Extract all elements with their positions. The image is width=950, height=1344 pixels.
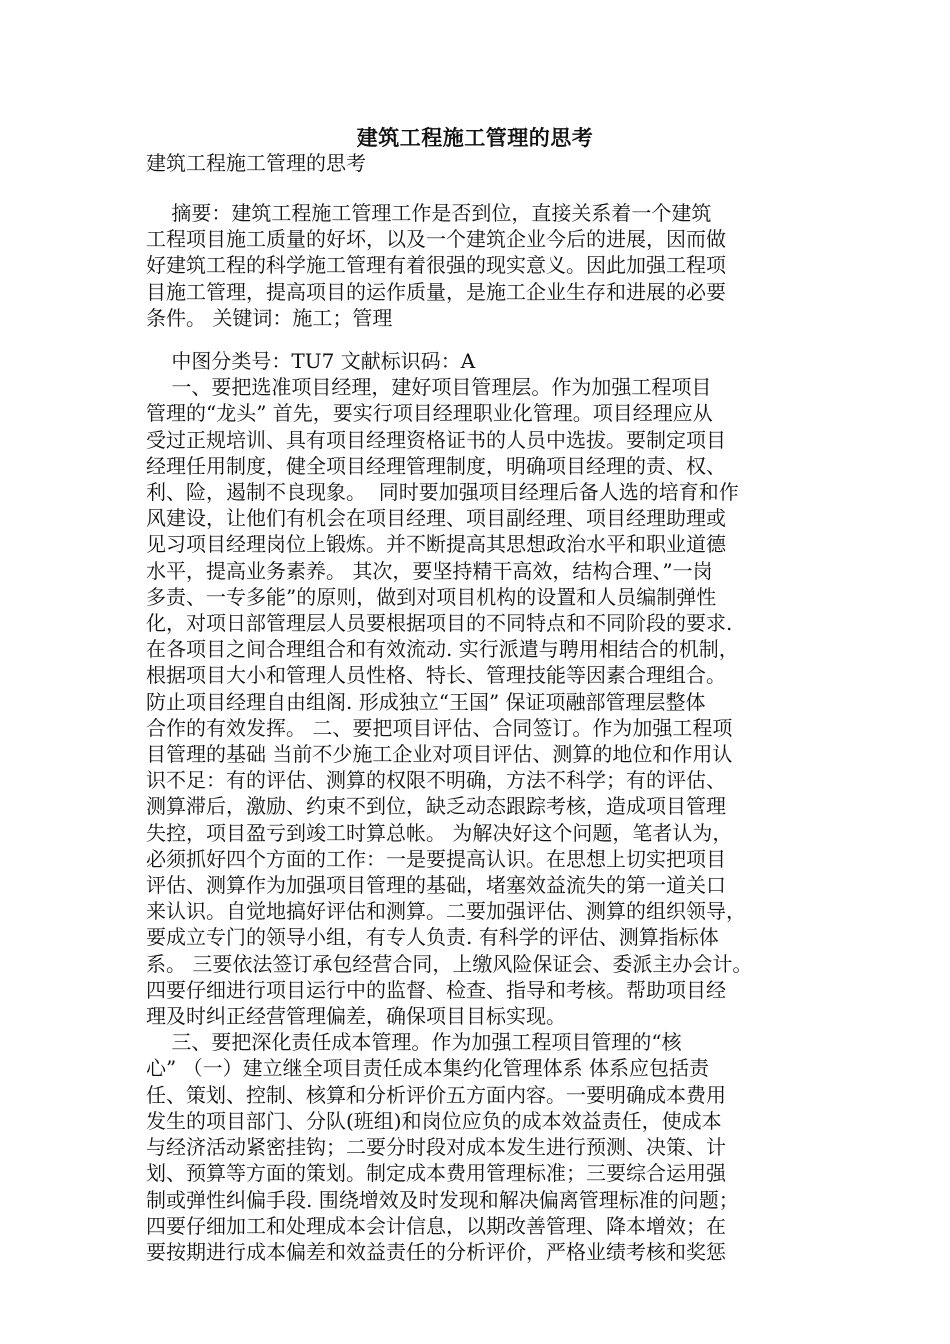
body-line: 划、预算等方面的策划。制定成本费用管理标准；三要综合运用强 [146, 1161, 726, 1186]
abstract-line: 工程项目施工质量的好坏，以及一个建筑企业今后的进展，因而做 [146, 227, 726, 252]
body-line: 中图分类号：TU7 文献标识码：A [146, 349, 476, 373]
abstract-line: 摘要：建筑工程施工管理工作是否到位，直接关系着一个建筑 [146, 201, 712, 225]
body-line: 利、险，遏制不良现象。 同时要加强项目经理后备人选的培育和作 [146, 480, 739, 505]
body-line: 必须抓好四个方面的工作：一是要提高认识。在思想上切实把项目 [146, 846, 726, 871]
body-line: 与经济活动紧密挂钩；二要分时段对成本发生进行预测、决策、计 [146, 1135, 726, 1160]
body-line: 四要仔细进行项目运行中的监督、检查、指导和考核。帮助项目经 [146, 977, 726, 1002]
body-line: 三、要把深化责任成本管理。作为加强工程项目管理的“核 [146, 1030, 682, 1055]
abstract-line: 好建筑工程的科学施工管理有着很强的现实意义。因此加强工程项 [146, 253, 726, 278]
body-line: 经理任用制度，健全项目经理管理制度，明确项目经理的责、权、 [146, 453, 726, 478]
body-line: 识不足：有的评估、测算的权限不明确，方法不科学；有的评估、 [146, 768, 726, 793]
body-line: 水平，提高业务素养。 其次，要坚持精干高效，结构合理、”一岗 [146, 558, 713, 583]
body-line: 在各项目之间合理组合和有效流动. 实行派遣与聘用相结合的机制， [146, 637, 739, 662]
body-line: 失控，项目盈亏到竣工时算总帐。 为解决好这个问题，笔者认为， [146, 820, 733, 845]
subtitle: 建筑工程施工管理的思考 [146, 151, 366, 175]
body-line: 见习项目经理岗位上锻炼。并不断提高其思想政治水平和职业道德 [146, 532, 726, 557]
body-line: 管理的“龙头” 首先，要实行项目经理职业化管理。项目经理应从 [146, 401, 713, 426]
body-line: 四要仔细加工和处理成本会计信息，以期改善管理、降本增效；在 [146, 1213, 726, 1238]
body-line: 心” （一）建立继全项目责任成本集约化管理体系 体系应包括责 [146, 1056, 709, 1081]
body-line: 防止项目经理自由组阁. 形成独立“王国” 保证项融部管理层整体 [146, 689, 706, 714]
body-line: 要按期进行成本偏差和效益责任的分析评价，严格业绩考核和奖惩 [146, 1239, 726, 1264]
body-line: 制或弹性纠偏手段. 围绕增效及时发现和解决偏离管理标准的问题； [146, 1187, 739, 1212]
body-line: 化，对项日部管理层人员要根据项目的不同特点和不同阶段的要求. [146, 611, 733, 636]
body-line: 要成立专门的领导小组，有专人负责. 有科学的评估、测算指标体 [146, 925, 719, 950]
body-line: 理及时纠正经营管理偏差，确保项目目标实现。 [146, 1004, 566, 1029]
body-line: 风建设，让他们有机会在项目经理、项目副经理、项目经理助理或 [146, 506, 726, 531]
body-line: 系。 三要依法签订承包经营合同，上缴风险保证会、委派主办会计。 [146, 951, 753, 976]
body-line: 任、策划、控制、核算和分析评价五方面内容。一要明确成本费用 [146, 1082, 726, 1107]
body-line: 受过正规培训、具有项目经理资格证书的人员中选拔。要制定项目 [146, 427, 726, 452]
body-text-block [146, 348, 826, 1265]
page-title: 建筑工程施工管理的思考 [356, 125, 594, 150]
body-line: 评估、测算作为加强项目管理的基础，堵塞效益流失的第一道关口 [146, 873, 726, 898]
body-line: 来认识。自觉地搞好评估和测算。二要加强评估、测算的组织领导， [146, 899, 746, 924]
abstract-block [146, 200, 826, 331]
body-line: 多责、一专多能”的原则，做到对项目机构的设置和人员编制弹性 [146, 584, 717, 609]
body-line: 合作的有效发挥。 二、要把项目评估、合同签订。作为加强工程项 [146, 715, 733, 740]
body-line: 测算滞后，激励、约束不到位，缺乏动态跟踪考核，造成项目管理 [146, 794, 726, 819]
abstract-line: 目施工管理，提高项目的运作质量，是施工企业生存和进展的必要 [146, 279, 726, 304]
body-line: 发生的项目部门、分队(班组)和岗位应负的成本效益责任，使成本 [146, 1108, 722, 1133]
body-line: 根据项目大小和管理人员性格、特长、管理技能等因素合理组合。 [146, 663, 726, 688]
body-line: 目管理的基础 当前不少施工企业对项目评估、测算的地位和作用认 [146, 742, 733, 767]
body-line: 一、要把选准项目经理，建好项目管理层。作为加强工程项目 [146, 375, 712, 400]
abstract-line: 条件。 关键词：施工；管理 [146, 305, 393, 330]
